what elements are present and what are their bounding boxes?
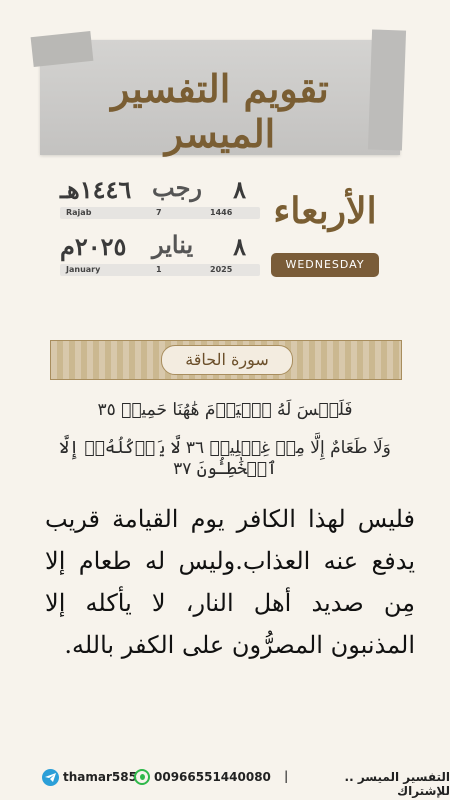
footer bbox=[0, 767, 450, 798]
telegram-icon[interactable] bbox=[42, 769, 59, 786]
surah-name: سورة الحاقة bbox=[161, 345, 293, 375]
gregorian-month: يناير bbox=[152, 230, 194, 259]
telegram-handle[interactable]: thamar585 bbox=[63, 770, 137, 784]
tafsir-text: فليس لهذا الكافر يوم القيامة قريب يدفع عنه العذاب.وليس له طعام إلا مِن صديد أهل النار، لا يأكله إلا المذنبون المصرُّون على الكفر بالله. bbox=[45, 505, 415, 659]
gregorian-year: ٢٠٢٥م bbox=[60, 232, 127, 261]
verse-line-2: وَلَا طَعَامٌ إِلَّا مِنۡ غِسۡلِينٖ ٣٦ لَّا يَأۡكُلُهُۥٓ إِلَّا ٱلۡخَٰطِـُٔونَ ٣٧ bbox=[59, 438, 391, 479]
verse-line-1: فَلَيۡسَ لَهُ ٱلۡيَوۡمَ هَٰهُنَا حَمِيمٞ ٣٥ bbox=[97, 400, 353, 420]
gregorian-strip-day: 1 bbox=[156, 265, 162, 274]
gregorian-strip-year: 2025 bbox=[210, 265, 233, 274]
weekday-arabic: الأربعاء bbox=[273, 190, 377, 232]
hijri-date bbox=[60, 175, 260, 219]
hijri-strip-year: 1446 bbox=[210, 208, 233, 217]
footer-separator: | bbox=[284, 769, 289, 783]
whatsapp-icon[interactable] bbox=[134, 769, 150, 785]
hijri-month: رجب bbox=[152, 173, 202, 202]
hijri-year: ١٤٤٦هـ bbox=[60, 175, 132, 204]
gregorian-date bbox=[60, 232, 260, 276]
gregorian-strip bbox=[60, 264, 260, 276]
whatsapp-number[interactable]: 00966551440080 bbox=[154, 770, 271, 784]
gregorian-strip-month: January bbox=[66, 265, 101, 274]
header-banner bbox=[40, 40, 400, 155]
app-title: تقويم التفسير الميسر bbox=[111, 66, 329, 156]
weekday-english: WEDNESDAY bbox=[271, 253, 379, 277]
gregorian-day: ٨ bbox=[233, 232, 246, 261]
hijri-day: ٨ bbox=[233, 175, 246, 204]
hijri-strip bbox=[60, 207, 260, 219]
hijri-strip-day: 7 bbox=[156, 208, 162, 217]
surah-header bbox=[50, 340, 402, 380]
hijri-strip-month: Rajab bbox=[66, 208, 92, 217]
subscribe-text: التفسير الميسر .. للإشتراك bbox=[344, 770, 450, 798]
